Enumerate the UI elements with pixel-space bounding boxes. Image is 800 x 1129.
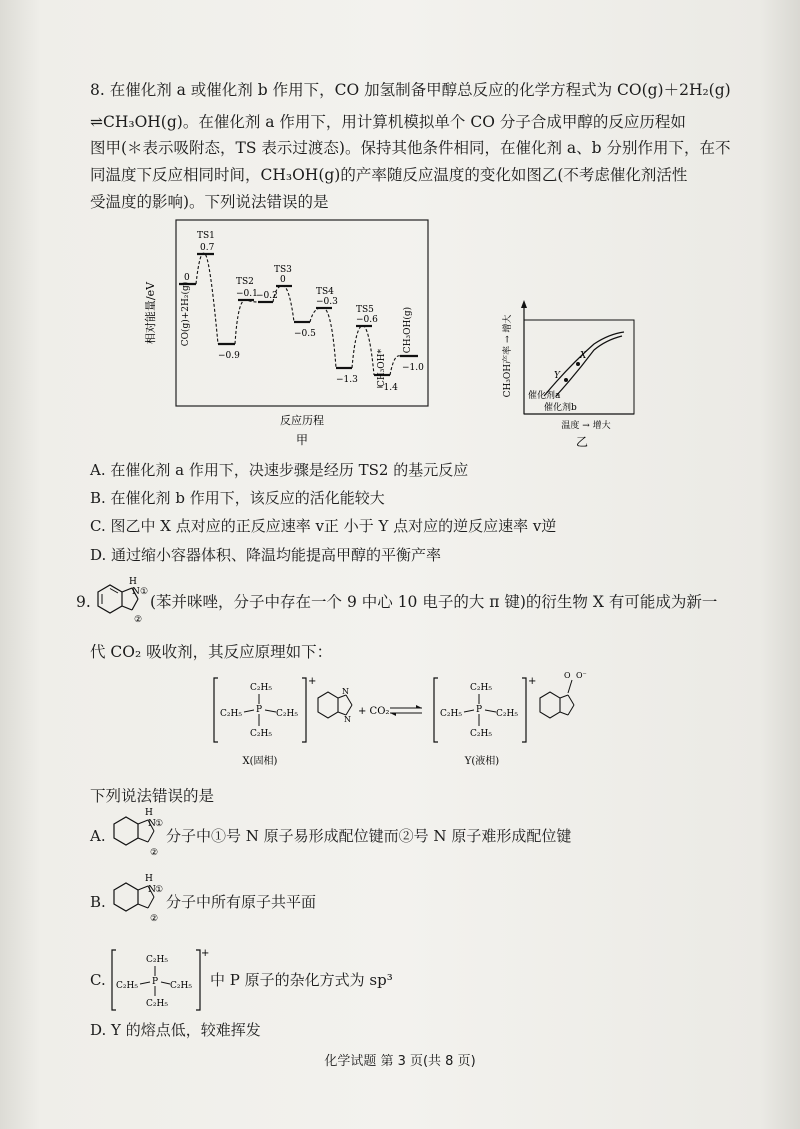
svg-text:C₂H₅: C₂H₅ (276, 709, 298, 719)
svg-text:P: P (152, 977, 159, 987)
benzimidazole-structure-header (92, 574, 150, 624)
start-value: 0 (184, 273, 190, 283)
point-y-label: Y (554, 371, 560, 381)
plus-co2: + CO₂ (358, 706, 390, 717)
q8-option-d: D. 通过缩小容器体积、降温均能提高甲醇的平衡产率 (90, 546, 442, 564)
figure-yi-ylabel: CH₃OH产率 → 增大 (503, 314, 513, 398)
phosphonium-option-c (108, 944, 208, 1016)
figure-yi-xlabel: 温度 → 增大 (561, 421, 611, 431)
svg-text:①: ① (140, 587, 149, 597)
svg-text:C₂H₅: C₂H₅ (470, 729, 492, 739)
svg-text:C₂H₅: C₂H₅ (470, 683, 492, 693)
curve-a (544, 332, 624, 396)
svg-text:C₂H₅: C₂H₅ (146, 955, 168, 965)
svg-text:O: O (564, 671, 571, 680)
svg-text:N: N (344, 715, 351, 724)
svg-text:C₂H₅: C₂H₅ (250, 683, 272, 693)
svg-text:C₂H₅: C₂H₅ (220, 709, 242, 719)
q9-number: 9. (76, 593, 91, 611)
q8-option-a: A. 在催化剂 a 作用下，决速步骤是经历 TS2 的基元反应 (90, 461, 469, 479)
q9-line1: (苯并咪唑，分子中存在一个 9 中心 10 电子的大 π 键)的衍生物 X 有可能成为新一 (150, 593, 718, 611)
point-y-marker (564, 378, 568, 382)
svg-text:②: ② (134, 615, 143, 625)
q9-option-c: 中 P 原子的杂化方式为 sp³ (210, 971, 393, 989)
svg-text:②: ② (150, 848, 159, 858)
svg-text:C₂H₅: C₂H₅ (250, 729, 272, 739)
label-y: Y(液相) (464, 756, 500, 767)
figure-jia-xlabel: 反应历程 (280, 414, 324, 427)
svg-text:P: P (476, 705, 483, 715)
value-m09: −0.9 (218, 351, 240, 361)
label-x: X(固相) (242, 756, 278, 767)
ts1-name: TS1 (197, 231, 215, 241)
ts2-value: −0.1 (236, 289, 258, 299)
q8-line3: 图甲(＊表示吸附态，TS 表示过渡态)。保持其他条件相同，在催化剂 a、b 分别作用下，在不 (90, 139, 731, 157)
end-label: CH₃OH(g) (403, 306, 413, 354)
svg-text:N: N (132, 587, 140, 597)
point-x-marker (576, 362, 580, 366)
svg-text:O⁻: O⁻ (576, 671, 587, 680)
page-footer: 化学试题 第 3 页(共 8 页) (324, 1054, 476, 1069)
svg-text:C₂H₅: C₂H₅ (496, 709, 518, 719)
svg-text:P: P (256, 705, 263, 715)
value-m10: −1.0 (402, 363, 424, 373)
svg-text:N: N (148, 885, 156, 895)
benzimidazole-carboxylate-y (540, 671, 587, 718)
figure-yi-yield-vs-temp (494, 296, 664, 456)
svg-text:C₂H₅: C₂H₅ (440, 709, 462, 719)
svg-text:②: ② (150, 914, 159, 924)
svg-text:N: N (342, 687, 349, 696)
q9-line2: 代 CO₂ 吸收剂，其反应原理如下： (90, 643, 333, 661)
svg-text:C₂H₅: C₂H₅ (116, 981, 138, 991)
value-m13: −1.3 (336, 375, 358, 385)
svg-text:N: N (148, 819, 156, 829)
figure-jia-energy-profile (138, 218, 430, 450)
q9-option-d: D. Y 的熔点低，较难挥发 (90, 1021, 261, 1039)
svg-text:①: ① (155, 885, 164, 895)
q9-option-b-letter: B. (90, 893, 106, 911)
value-m14: −1.4 (376, 383, 398, 393)
start-label: CO(g)+2H₂(g) (181, 281, 191, 347)
ts3-name: TS3 (274, 265, 292, 275)
reaction-scheme (210, 670, 630, 770)
ts4-value: −0.3 (316, 297, 338, 307)
q9-option-a: 分子中①号 N 原子易形成配位键而②号 N 原子难形成配位键 (166, 827, 572, 845)
curve-b (556, 336, 622, 396)
figure-jia-ylabel: 相对能量/eV (144, 281, 157, 345)
q9-option-a-letter: A. (90, 827, 106, 845)
benzimidazole-x (318, 687, 352, 724)
q9-option-b: 分子中所有原子共平面 (166, 893, 317, 911)
value-m02: −0.2 (256, 291, 278, 301)
curve-b-label: 催化剂b (544, 403, 577, 413)
ts4-name: TS4 (316, 287, 334, 297)
svg-text:+: + (308, 676, 317, 687)
curve-a-label: 催化剂a (528, 391, 561, 401)
figure-yi-caption: 乙 (575, 435, 589, 449)
svg-text:H: H (145, 808, 153, 818)
svg-text:C₂H₅: C₂H₅ (146, 999, 168, 1009)
q9-option-c-letter: C. (90, 971, 106, 989)
value-m05: −0.5 (294, 329, 316, 339)
ts5-name: TS5 (356, 305, 374, 315)
q8-line5: 受温度的影响)。下列说法错误的是 (90, 193, 329, 211)
ts3-value: 0 (280, 275, 286, 285)
svg-text:+: + (201, 948, 210, 959)
svg-text:H: H (145, 874, 153, 884)
benzimidazole-option-a (108, 806, 164, 858)
q9-question: 下列说法错误的是 (90, 787, 215, 805)
q8-option-c: C. 图乙中 X 点对应的正反应速率 v正 小于 Y 点对应的逆反应速率 v逆 (90, 517, 557, 535)
q8-line1: 8. 在催化剂 a 或催化剂 b 作用下，CO 加氢制备甲醇总反应的化学方程式为 CO(g)＋2H₂(g) (90, 81, 731, 99)
ts2-name: TS2 (236, 277, 254, 287)
q8-option-b: B. 在催化剂 b 作用下，该反应的活化能较大 (90, 489, 385, 507)
ts5-value: −0.6 (356, 315, 378, 325)
point-x-label: X (580, 351, 587, 361)
q8-line4: 同温度下反应相同时间，CH₃OH(g)的产率随反应温度的变化如图乙(不考虑催化剂活性 (90, 166, 688, 184)
ts1-value: 0.7 (200, 243, 215, 253)
svg-text:H: H (129, 577, 137, 587)
ads-label: CH₃OH* (377, 348, 387, 388)
figure-jia-caption: 甲 (295, 433, 309, 447)
benzimidazole-option-b (108, 872, 164, 924)
svg-text:①: ① (155, 819, 164, 829)
svg-text:+: + (528, 676, 537, 687)
q8-line2: ⇌CH₃OH(g)。在催化剂 a 作用下，用计算机模拟单个 CO 分子合成甲醇的反应历程如 (90, 113, 686, 131)
svg-text:C₂H₅: C₂H₅ (170, 981, 192, 991)
